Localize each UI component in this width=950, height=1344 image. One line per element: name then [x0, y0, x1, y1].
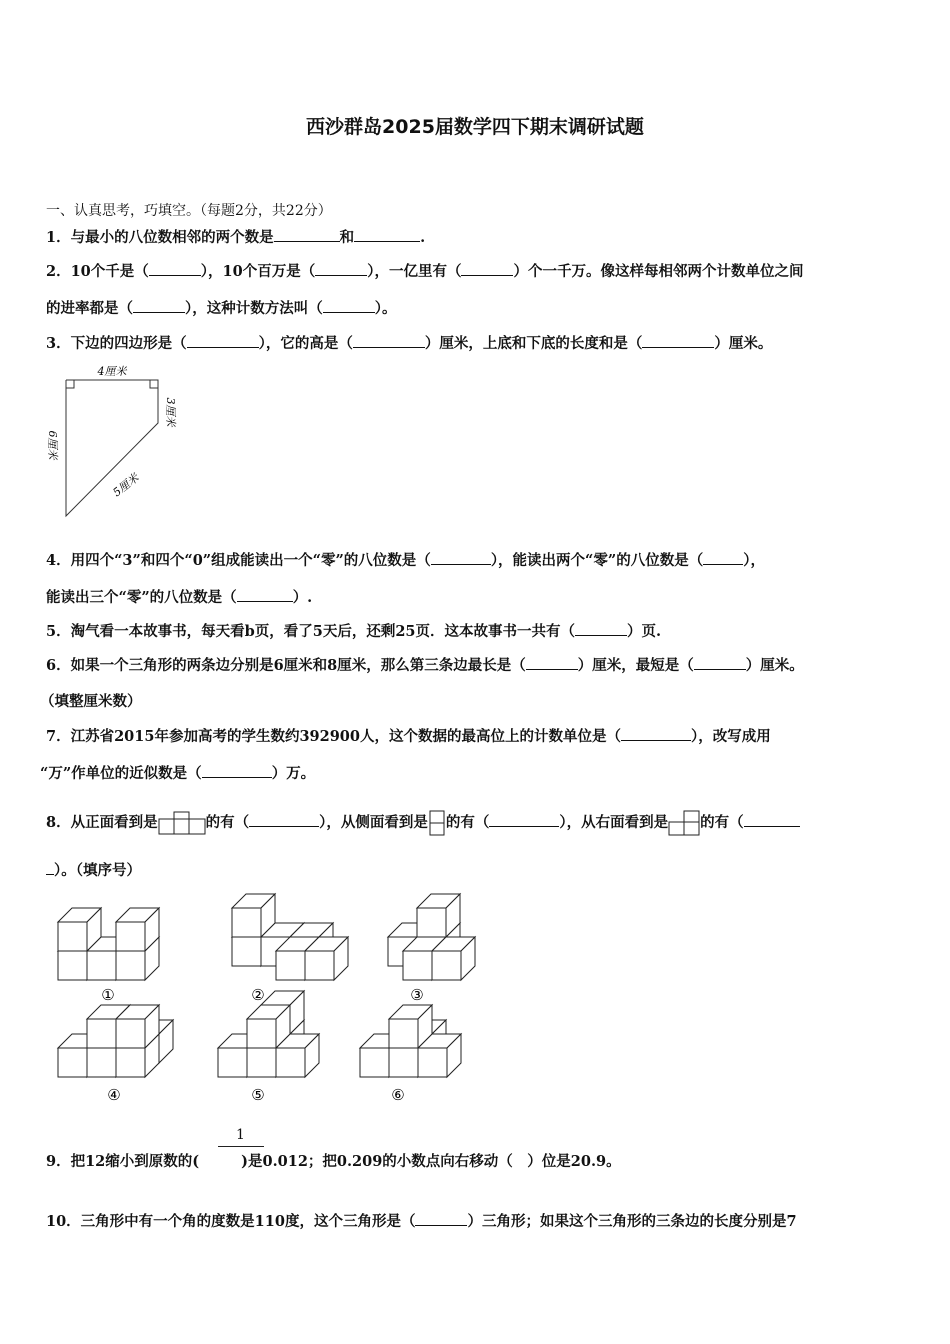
answer-blank[interactable]	[249, 812, 319, 827]
answer-blank[interactable]	[694, 655, 746, 670]
answer-blank[interactable]	[237, 587, 293, 602]
question-3: 3．下边的四边形是（ ），它的高是（ ）厘米，上底和下底的长度和是（ ）厘米。	[46, 335, 773, 352]
side-view-icon	[428, 810, 446, 836]
cube-figure-label: ①	[101, 986, 115, 1004]
answer-blank[interactable]	[323, 298, 375, 313]
question-8: 8．从正面看到是 的有（ ），从侧面看到是 的有（ ），从右面看到是 的有（	[46, 810, 800, 836]
cube-figure-label: ③	[410, 986, 424, 1004]
question-7: 7．江苏省2015年参加高考的学生数约392900人，这个数据的最高位上的计数单位是（ ），改写成用	[46, 728, 771, 745]
question-5: 5．淘气看一本故事书，每天看b页，看了5天后，还剩25页．这本故事书一共有（ ）页.	[46, 623, 662, 640]
question-2: 2．10个千是（ ），10个百万是（ ），一亿里有（ ）个一千万。像这样每相邻两个计数单位之间	[46, 263, 804, 280]
question-9: 9．把12缩小到原数的( )是0.012；把0.209的小数点向右移动（ ）位是20.9。	[46, 1153, 621, 1170]
question-4-cont: 能读出三个“零”的八位数是（ ）.	[46, 589, 313, 606]
answer-blank[interactable]	[744, 812, 800, 827]
answer-blank[interactable]	[621, 726, 691, 741]
answer-blank[interactable]	[415, 1211, 467, 1226]
answer-blank[interactable]	[46, 860, 54, 875]
question-2-cont: 的进率都是（ ），这种计数方法叫（ ）。	[46, 300, 397, 317]
answer-blank[interactable]	[274, 227, 340, 242]
fraction-bar	[218, 1146, 264, 1147]
label-bottom: 5厘米	[110, 471, 142, 500]
answer-blank[interactable]	[642, 333, 714, 348]
answer-blank[interactable]	[187, 333, 259, 348]
answer-blank[interactable]	[133, 298, 185, 313]
cube-figure-label: ⑥	[391, 1086, 405, 1104]
question-4: 4．用四个“3”和四个“0”组成能读出一个“零”的八位数是（ ），能读出两个“零”的八位数是（ ），	[46, 552, 765, 569]
cube-figure-label: ④	[107, 1086, 121, 1104]
label-right: 3厘米	[164, 397, 177, 427]
answer-blank[interactable]	[149, 261, 201, 276]
question-7-cont: “万”作单位的近似数是（ ）万。	[40, 765, 316, 782]
question-6: 6．如果一个三角形的两条边分别是6厘米和8厘米，那么第三条边最长是（ ）厘米，最短是（ ）厘米。	[46, 657, 804, 674]
cube-figure-label: ⑤	[251, 1086, 265, 1104]
page-title: 西沙群岛2025届数学四下期末调研试题	[306, 116, 644, 138]
answer-blank[interactable]	[461, 261, 513, 276]
answer-blank[interactable]	[354, 227, 420, 242]
label-top: 4厘米	[97, 365, 127, 378]
question-6-note: （填整厘米数）	[40, 693, 142, 710]
answer-blank[interactable]	[353, 333, 425, 348]
right-view-icon	[668, 810, 700, 836]
section-heading-1: 一、认真思考，巧填空。（每题2分，共22分）	[46, 203, 332, 219]
answer-blank[interactable]	[489, 812, 559, 827]
label-left: 6厘米	[46, 430, 59, 460]
question-10: 10．三角形中有一个角的度数是110度，这个三角形是（ ）三角形；如果这个三角形的三条边的长度分别是7	[46, 1213, 797, 1230]
question-1: 1．与最小的八位数相邻的两个数是 和 .	[46, 229, 426, 246]
cube-figures	[40, 890, 480, 1110]
answer-blank[interactable]	[431, 550, 491, 565]
answer-blank[interactable]	[202, 763, 272, 778]
front-view-icon	[158, 811, 206, 835]
trapezoid-figure	[40, 360, 200, 525]
answer-blank[interactable]	[526, 655, 578, 670]
answer-blank[interactable]	[315, 261, 367, 276]
question-8-cont: ）。（填序号）	[46, 860, 141, 881]
answer-blank[interactable]	[703, 550, 743, 565]
answer-blank[interactable]	[575, 621, 627, 636]
cube-figure-label: ②	[251, 986, 265, 1004]
fraction-numerator: 1	[236, 1127, 245, 1143]
